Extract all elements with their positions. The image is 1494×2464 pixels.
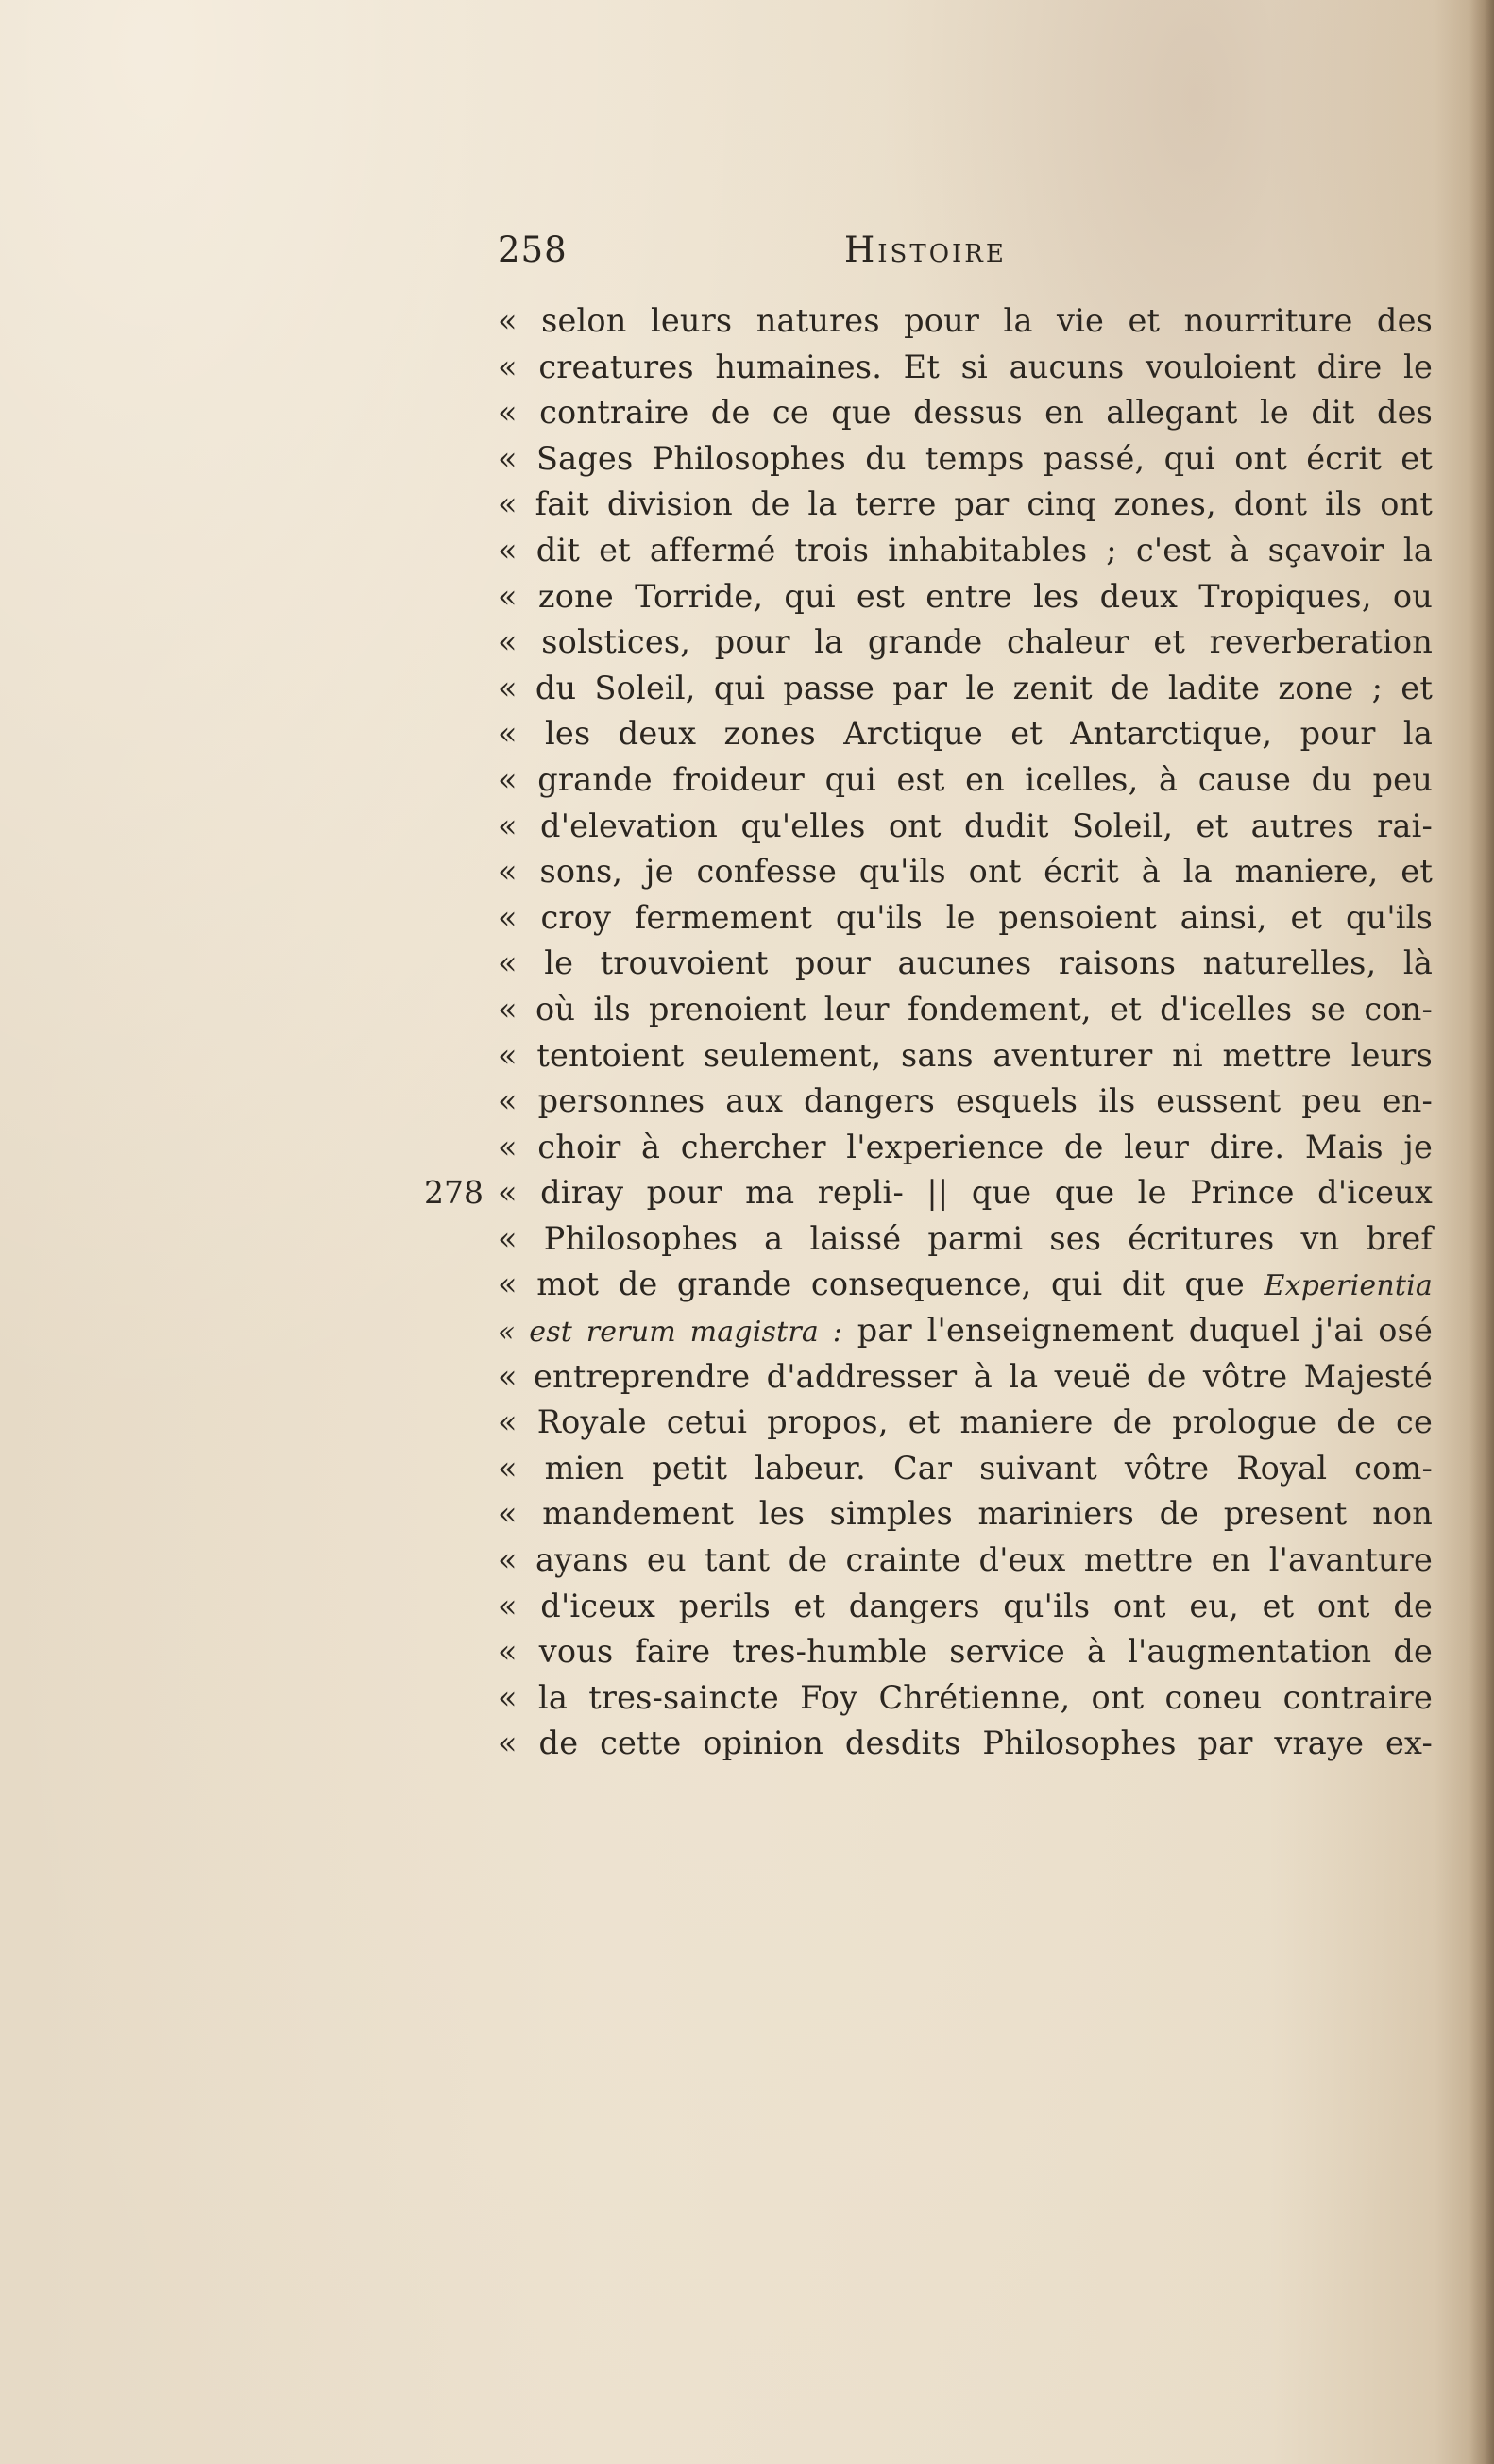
text-line: « mien petit labeur. Car suivant vôtre Royal com- [498,1449,1433,1487]
running-head [498,229,1442,277]
page-edge-shadow [1469,0,1494,2464]
text-line: « le trouvoient pour aucunes raisons naturelles, là [498,944,1433,982]
text-line: « tentoient seulement, sans aventurer ni mettre leurs [498,1036,1433,1074]
text-line: « mandement les simples mariniers de present non [498,1495,1433,1533]
margin-number: 278 [424,1174,484,1212]
text-line: « Philosophes a laissé parmi ses écritures vn bref [498,1219,1433,1257]
text-line: « choir à chercher l'experience de leur dire. Mais je [498,1128,1433,1165]
running-title: Histoire [844,229,1007,270]
text-line: « ayans eu tant de crainte d'eux mettre en l'avanture [498,1541,1433,1579]
text-line: « diray pour ma repli- || que que le Prince d'iceux [498,1174,1433,1212]
italic-text-run: Experientia [1264,1269,1433,1303]
text-line: « d'elevation qu'elles ont dudit Soleil, et autres rai- [498,807,1433,844]
text-run: par l'enseignement duquel j'ai osé [842,1312,1433,1350]
text-line: « zone Torride, qui est entre les deux Tropiques, ou [498,577,1433,615]
text-line: « croy fermement qu'ils le pensoient ainsi, et qu'ils [498,898,1433,936]
text-line: « creatures humaines. Et si aucuns vouloient dire le [498,348,1433,385]
page-number: 258 [498,229,568,270]
text-line: « d'iceux perils et dangers qu'ils ont eu, et ont de [498,1587,1433,1624]
text-line [498,1308,1433,1354]
text-line: « du Soleil, qui passe par le zenit de ladite zone ; et [498,669,1433,706]
text-line: « dit et affermé trois inhabitables ; c'est à sçavoir la [498,531,1433,569]
text-run: « mot de grande consequence, qui dit que [498,1266,1265,1303]
text-line: « les deux zones Arctique et Antarctique, pour la [498,715,1433,753]
text-line: « Sages Philosophes du temps passé, qui ont écrit et [498,439,1433,477]
text-line: « où ils prenoient leur fondement, et d'icelles se con- [498,990,1433,1028]
text-line: « la tres-saincte Foy Chrétienne, ont coneu contraire [498,1678,1433,1716]
text-line: « sons, je confesse qu'ils ont écrit à la maniere, et [498,853,1433,891]
text-line: « de cette opinion desdits Philosophes par vraye ex- [498,1725,1433,1762]
text-line: « vous faire tres-humble service à l'augmentation de [498,1633,1433,1671]
text-line: « personnes aux dangers esquels ils eussent peu en- [498,1082,1433,1120]
text-line: « grande froideur qui est en icelles, à cause du peu [498,760,1433,798]
text-line: « solstices, pour la grande chaleur et reverberation [498,623,1433,661]
text-line: « Royale cetui propos, et maniere de prologue de ce [498,1403,1433,1441]
text-line: « selon leurs natures pour la vie et nourriture des [498,302,1433,339]
text-line [498,1262,1433,1308]
text-line: « contraire de ce que dessus en allegant le dit des [498,394,1433,432]
text-line: « fait division de la terre par cinq zones, dont ils ont [498,485,1433,523]
body-text [498,298,1433,1767]
text-line: « entreprendre d'addresser à la veuë de vôtre Majesté [498,1357,1433,1395]
italic-text-run: « est rerum magistra : [498,1316,843,1350]
